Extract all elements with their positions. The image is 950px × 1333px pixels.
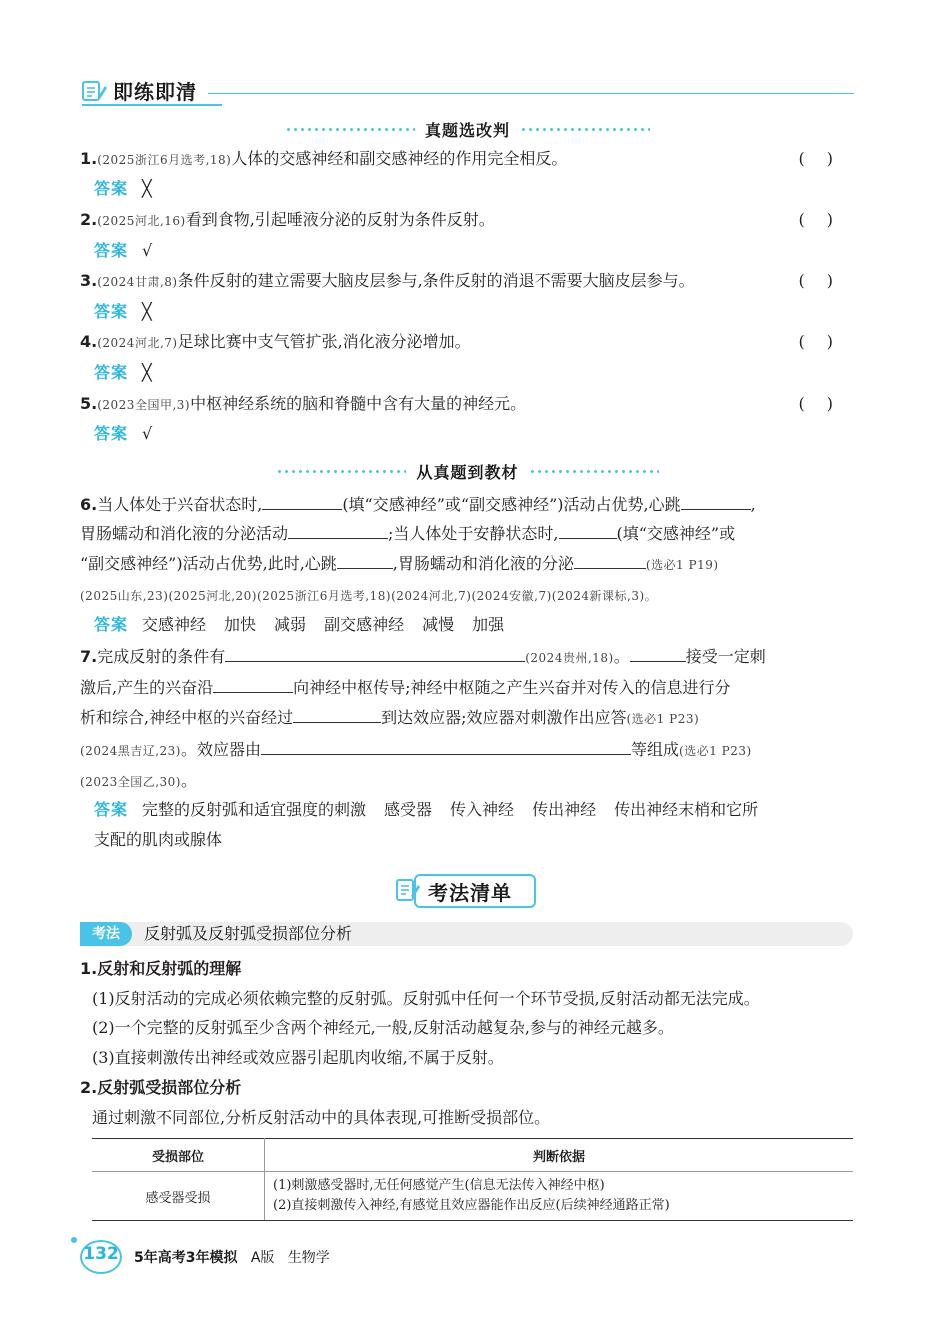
basis-line: (1)刺激感受器时,无任何感觉产生(信息无法传入神经中枢)	[273, 1178, 605, 1193]
kaofa-banner	[396, 874, 534, 906]
q7-text: 接受一定刺	[685, 647, 766, 666]
answer-item: 加快	[224, 615, 257, 634]
answer-item: 感受器	[384, 800, 433, 819]
point-2: (2)一个完整的反射弧至少含两个神经元,一般,反射活动越复杂,参与的神经元越多。	[92, 1018, 674, 1037]
question-text: 中枢神经系统的脑和脊髓中含有大量的神经元。	[190, 394, 527, 413]
edition: A版	[250, 1250, 275, 1266]
question-5	[80, 393, 855, 416]
answer-item: 交感神经	[142, 615, 207, 634]
fill-blank[interactable]	[293, 706, 381, 723]
answer-item: 副交感神经	[324, 615, 405, 634]
fill-blank[interactable]	[559, 522, 617, 539]
answer-1	[94, 178, 152, 200]
q7-line-3	[80, 706, 855, 730]
answer-parentheses: ()	[798, 332, 855, 351]
q6-line-1	[80, 493, 855, 516]
fill-blank[interactable]	[337, 552, 393, 569]
table-header-cell: 受损部位	[92, 1139, 265, 1172]
answer-label: 答案	[94, 800, 129, 819]
exam-source: (2024贵州,18)	[525, 651, 614, 665]
notebook-pencil-icon	[82, 80, 108, 102]
answer-parentheses: ()	[798, 394, 855, 413]
question-source: (2023全国甲,3)	[97, 398, 191, 412]
fill-blank[interactable]	[288, 522, 388, 539]
point-1: (1)反射活动的完成必须依赖完整的反射弧。反射弧中任何一个环节受损,反射活动都无法完成。	[92, 989, 760, 1008]
question-number: 5.	[80, 394, 98, 413]
answer-7	[94, 799, 758, 821]
q7-text: 到达效应器;效应器对刺激作出应答	[381, 708, 627, 727]
question-text: 足球比赛中支气管扩张,消化液分泌增加。	[177, 332, 471, 351]
answer-item: 加强	[472, 615, 505, 634]
book-title: 5年高考3年模拟	[134, 1250, 238, 1266]
notebook-pencil-icon	[396, 878, 422, 902]
exam-source: (2023全国乙,30)	[80, 775, 181, 789]
answer-label: 答案	[94, 302, 129, 321]
intro-text: 通过刺激不同部位,分析反射活动中的具体表现,可推断受损部位。	[92, 1108, 551, 1127]
question-2	[80, 209, 855, 232]
q7-text: 激后,产生的兴奋沿	[80, 678, 214, 697]
fill-blank[interactable]	[630, 645, 686, 662]
question-1	[80, 148, 855, 171]
question-text: 人体的交感神经和副交感神经的作用完全相反。	[231, 149, 568, 168]
exam-source: (2024黑吉辽,23)	[80, 744, 181, 758]
table-header-row	[92, 1139, 853, 1172]
wrong-mark-icon: ╳	[142, 363, 152, 382]
answer-item: 传入神经	[450, 800, 515, 819]
subject: 生物学	[287, 1250, 330, 1266]
answer-label: 答案	[94, 363, 129, 382]
question-source: (2024河北,7)	[97, 336, 178, 350]
divider-dots	[520, 128, 650, 131]
answer-parentheses: ()	[798, 149, 855, 168]
subheading-2: 2.反射弧受损部位分析	[80, 1078, 242, 1097]
check-mark-icon: √	[142, 241, 153, 260]
q7-text: 完成反射的条件有	[97, 647, 226, 666]
answer-7-continued	[94, 829, 222, 851]
q7-line-5	[80, 770, 855, 793]
q7-text: 。	[181, 771, 198, 790]
footer-text	[134, 1247, 330, 1267]
fill-blank[interactable]	[225, 645, 525, 662]
q6-text: ;当人体处于安静状态时,	[388, 524, 559, 543]
header-underline	[82, 104, 222, 106]
textbook-ref: (选必1 P23)	[626, 712, 700, 726]
section-title: 真题选改判	[424, 120, 510, 140]
q6-text: (填“交感神经”或	[616, 524, 736, 543]
answer-label: 答案	[94, 179, 129, 198]
kaofa-bar	[80, 922, 853, 946]
q6-text: 当人体处于兴奋状态时,	[97, 495, 263, 514]
q6-line-3	[80, 552, 855, 576]
q6-text: ,胃肠蠕动和消化液的分泌	[392, 554, 574, 573]
banner-title: 考法清单	[428, 881, 512, 905]
question-source: (2024甘肃,8)	[97, 275, 178, 289]
wrong-mark-icon: ╳	[142, 179, 152, 198]
answer-item: 支配的肌肉或腺体	[94, 830, 223, 849]
q7-text: 。	[613, 647, 630, 666]
q7-text: 。效应器由	[181, 740, 262, 759]
question-4	[80, 331, 855, 354]
fill-blank[interactable]	[262, 493, 342, 510]
q7-line-1	[80, 645, 855, 669]
wrong-mark-icon: ╳	[142, 302, 152, 321]
q6-text: ,	[750, 495, 756, 514]
question-number: 1.	[80, 149, 98, 168]
question-3	[80, 270, 855, 293]
answer-5	[94, 423, 152, 445]
header-title: 即练即清	[113, 80, 197, 104]
fill-blank[interactable]	[681, 493, 751, 510]
q7-line-2	[80, 676, 855, 699]
exam-sources: (2025山东,23)(2025河北,20)(2025浙江6月选考,18)(2024河北,7)(2024安徽,7)(2024新课标,3)。	[80, 589, 658, 603]
answer-item: 传出神经末梢和它所	[614, 800, 759, 819]
answer-2	[94, 240, 152, 262]
q6-line-4	[80, 584, 855, 607]
table-row	[92, 1172, 853, 1221]
q7-line-4	[80, 738, 855, 762]
answer-3	[94, 301, 152, 323]
answer-item: 传出神经	[532, 800, 597, 819]
damage-analysis-table	[92, 1138, 853, 1221]
q7-text: 向神经中枢传导;神经中枢随之产生兴奋并对传入的信息进行分	[293, 678, 731, 697]
answer-label: 答案	[94, 241, 129, 260]
answer-item: 完整的反射弧和适宜强度的刺激	[142, 800, 367, 819]
question-source: (2025浙江6月选考,18)	[97, 153, 232, 167]
question-source: (2025河北,16)	[97, 214, 186, 228]
fill-blank[interactable]	[213, 676, 293, 693]
question-number: 3.	[80, 271, 98, 290]
answer-label: 答案	[94, 615, 129, 634]
divider-dots	[276, 470, 406, 473]
page-number: 132	[83, 1244, 119, 1264]
question-number: 6.	[80, 495, 98, 514]
q6-text: (填“交感神经”或“副交感神经”)活动占优势,心跳	[342, 495, 681, 514]
q6-text: “副交感神经”)活动占优势,此时,心跳	[80, 554, 337, 573]
question-text: 条件反射的建立需要大脑皮层参与,条件反射的消退不需要大脑皮层参与。	[177, 271, 695, 290]
kaofa-title: 反射弧及反射弧受损部位分析	[144, 924, 353, 943]
table-header-cell: 判断依据	[265, 1139, 854, 1172]
section-divider-2	[80, 460, 855, 482]
subheading-1: 1.反射和反射弧的理解	[80, 959, 242, 978]
question-number: 2.	[80, 210, 98, 229]
answer-parentheses: ()	[798, 271, 855, 290]
answer-label: 答案	[94, 424, 129, 443]
page-dot	[71, 1237, 77, 1243]
question-text: 看到食物,引起唾液分泌的反射为条件反射。	[185, 210, 495, 229]
point-3: (3)直接刺激传出神经或效应器引起肌肉收缩,不属于反射。	[92, 1048, 504, 1067]
answer-4	[94, 362, 152, 384]
answer-item: 减弱	[274, 615, 307, 634]
q6-line-2	[80, 522, 855, 545]
divider-dots	[529, 470, 659, 473]
check-mark-icon: √	[142, 424, 153, 443]
answer-parentheses: ()	[798, 210, 855, 229]
kaofa-tag: 考法	[80, 922, 132, 946]
answer-6	[94, 614, 522, 636]
table-cell-basis	[265, 1172, 854, 1221]
q7-text: 等组成	[631, 740, 680, 759]
answer-item: 减慢	[422, 615, 455, 634]
section-divider-1	[80, 118, 855, 140]
divider-dots	[285, 128, 415, 131]
question-number: 4.	[80, 332, 98, 351]
textbook-ref: (选必1 P23)	[679, 744, 752, 758]
q6-text: 胃肠蠕动和消化液的分泌活动	[80, 524, 289, 543]
textbook-ref: (选必1 P19)	[645, 558, 719, 572]
question-number: 7.	[80, 647, 98, 666]
basis-line: (2)直接刺激传入神经,有感觉且效应器能作出反应(后续神经通路正常)	[273, 1198, 670, 1213]
fill-blank[interactable]	[574, 552, 646, 569]
q7-text: 析和综合,神经中枢的兴奋经过	[80, 708, 294, 727]
section-title: 从真题到教材	[416, 462, 519, 482]
fill-blank[interactable]	[261, 738, 631, 755]
table-cell-part: 感受器受损	[92, 1172, 265, 1221]
header-rule	[208, 93, 854, 94]
